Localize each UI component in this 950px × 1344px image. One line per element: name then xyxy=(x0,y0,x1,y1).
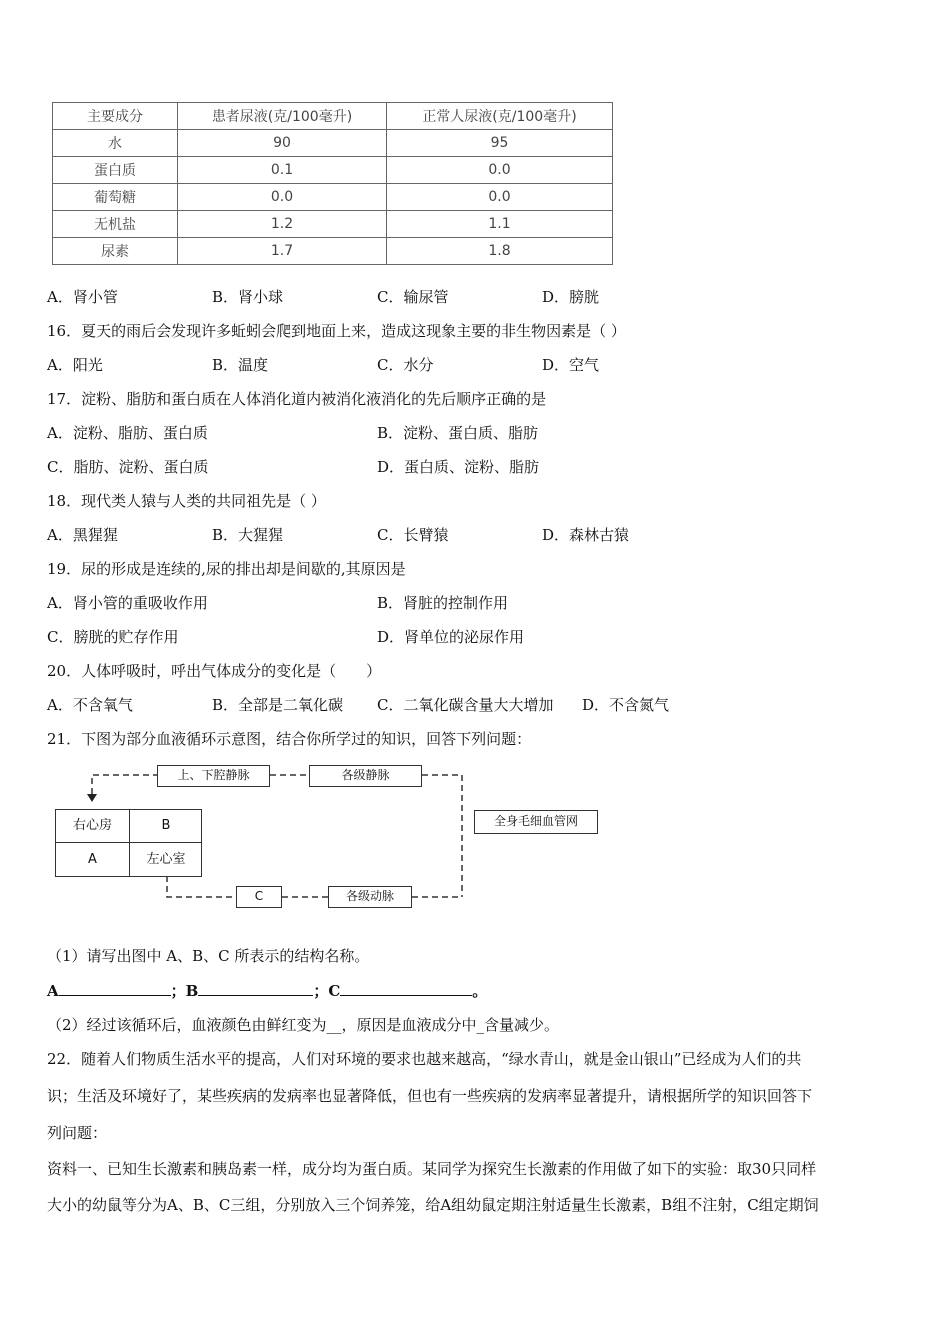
q21-sub2: （2）经过该循环后，血液颜色由鲜红变为__，原因是血液成分中_含量减少。 xyxy=(47,1016,560,1034)
q18-option-d: D．森林古猿 xyxy=(542,526,630,544)
q16-option-c: C．水分 xyxy=(377,356,434,374)
q19-option-d: D．肾单位的泌尿作用 xyxy=(377,628,525,646)
left-ventricle-cell: 左心室 xyxy=(146,852,186,867)
q21-sub1: （1）请写出图中 A、B、C 所表示的结构名称。 xyxy=(47,947,370,965)
right-atrium-cell: 右心房 xyxy=(72,818,112,833)
q19-option-a: A．肾小管的重吸收作用 xyxy=(47,594,208,612)
q17-stem: 17．淀粉、脂肪和蛋白质在人体消化道内被消化液消化的先后顺序正确的是 xyxy=(47,390,547,408)
table-header: 主要成分 xyxy=(53,103,178,130)
veins-box: 各级静脉 xyxy=(309,765,422,787)
flow-line xyxy=(167,876,236,897)
q16-option-d: D．空气 xyxy=(542,356,600,374)
vena-cava-box: 上、下腔静脉 xyxy=(157,765,270,787)
b-cell: B xyxy=(161,818,171,833)
table-cell: 1.2 xyxy=(178,211,387,238)
q18-stem: 18．现代类人猿与人类的共同祖先是（ ） xyxy=(47,492,326,510)
q18-option-a: A．黑猩猩 xyxy=(47,526,118,544)
table-cell: 葡萄糖 xyxy=(53,184,178,211)
q16-option-b: B．温度 xyxy=(212,356,269,374)
q20-option-c: C．二氧化碳含量大大增加 xyxy=(377,696,554,714)
q20-stem: 20．人体呼吸时，呼出气体成分的变化是（ ） xyxy=(47,662,382,680)
c-box: C xyxy=(236,886,282,908)
q22-line2: 识；生活及环境好了，某些疾病的发病率也显著降低，但也有一些疾病的发病率显著提升，请根据所学的知识回答下 xyxy=(47,1087,813,1105)
table-cell: 0.0 xyxy=(178,184,387,211)
q16-stem: 16．夏天的雨后会发现许多蚯蚓会爬到地面上来，造成这现象主要的非生物因素是（ ） xyxy=(47,322,626,340)
table-cell: 95 xyxy=(387,130,613,157)
table-cell: 0.0 xyxy=(387,184,613,211)
q22-line3: 列问题： xyxy=(47,1124,108,1142)
table-cell: 无机盐 xyxy=(53,211,178,238)
q17-option-a: A．淀粉、脂肪、蛋白质 xyxy=(47,424,208,442)
q19-option-b: B．肾脏的控制作用 xyxy=(377,594,509,612)
arteries-box: 各级动脉 xyxy=(328,886,412,908)
table-cell: 水 xyxy=(53,130,178,157)
table-cell: 90 xyxy=(178,130,387,157)
q18-option-c: C．长臂猿 xyxy=(377,526,449,544)
heart-grid xyxy=(55,809,202,877)
q21-blanks xyxy=(47,980,487,1001)
q19-option-c: C．膀胱的贮存作用 xyxy=(47,628,179,646)
table-cell: 0.1 xyxy=(178,157,387,184)
q18-option-b: B．大猩猩 xyxy=(212,526,284,544)
q17-option-d: D．蛋白质、淀粉、脂肪 xyxy=(377,458,540,476)
table-cell: 1.1 xyxy=(387,211,613,238)
q20-option-a: A．不含氧气 xyxy=(47,696,133,714)
q15-option-b: B．肾小球 xyxy=(212,288,284,306)
q15-option-c: C．输尿管 xyxy=(377,288,449,306)
blank-a-line[interactable] xyxy=(59,981,171,996)
table-cell: 蛋白质 xyxy=(53,157,178,184)
blank-c-line[interactable] xyxy=(340,981,472,996)
q17-option-c: C．脂肪、淀粉、蛋白质 xyxy=(47,458,209,476)
q16-option-a: A．阳光 xyxy=(47,356,103,374)
q22-line1: 22．随着人们物质生活水平的提高，人们对环境的要求也越来越高，“绿水青山，就是金山银山”已经成为人们的共 xyxy=(47,1050,802,1068)
q22-line4: 资料一、已知生长激素和胰岛素一样，成分均为蛋白质。某同学为探究生长激素的作用做了如下的实验：取30只同样 xyxy=(47,1160,817,1178)
q21-stem: 21．下图为部分血液循环示意图，结合你所学过的知识，回答下列问题： xyxy=(47,730,532,748)
q17-option-b: B．淀粉、蛋白质、脂肪 xyxy=(377,424,539,442)
q15-option-a: A．肾小管 xyxy=(47,288,118,306)
blank-a-label: A xyxy=(47,982,59,1000)
q20-option-b: B．全部是二氧化碳 xyxy=(212,696,344,714)
q22-line5: 大小的幼鼠等分为A、B、C三组，分别放入三个饲养笼，给A组幼鼠定期注射适量生长激素，B组不注射，C组定期饲 xyxy=(47,1196,819,1214)
capillaries-box: 全身毛细血管网 xyxy=(474,810,598,834)
table-cell: 尿素 xyxy=(53,238,178,265)
a-cell: A xyxy=(88,852,97,867)
table-cell: 0.0 xyxy=(387,157,613,184)
flow-line xyxy=(92,775,158,794)
arrow-head xyxy=(87,794,97,802)
q20-option-d: D．不含氮气 xyxy=(582,696,670,714)
q15-option-d: D．膀胱 xyxy=(542,288,600,306)
blank-c-label: ；C xyxy=(313,982,341,1000)
table-cell: 1.7 xyxy=(178,238,387,265)
blank-end: 。 xyxy=(472,982,488,1000)
blank-b-line[interactable] xyxy=(198,981,313,996)
q19-stem: 19．尿的形成是连续的,尿的排出却是间歇的,其原因是 xyxy=(47,560,406,578)
table-cell: 1.8 xyxy=(387,238,613,265)
blank-b-label: ；B xyxy=(170,982,199,1000)
table-header: 患者尿液(克/100毫升) xyxy=(178,103,387,130)
table-header: 正常人尿液(克/100毫升) xyxy=(387,103,613,130)
